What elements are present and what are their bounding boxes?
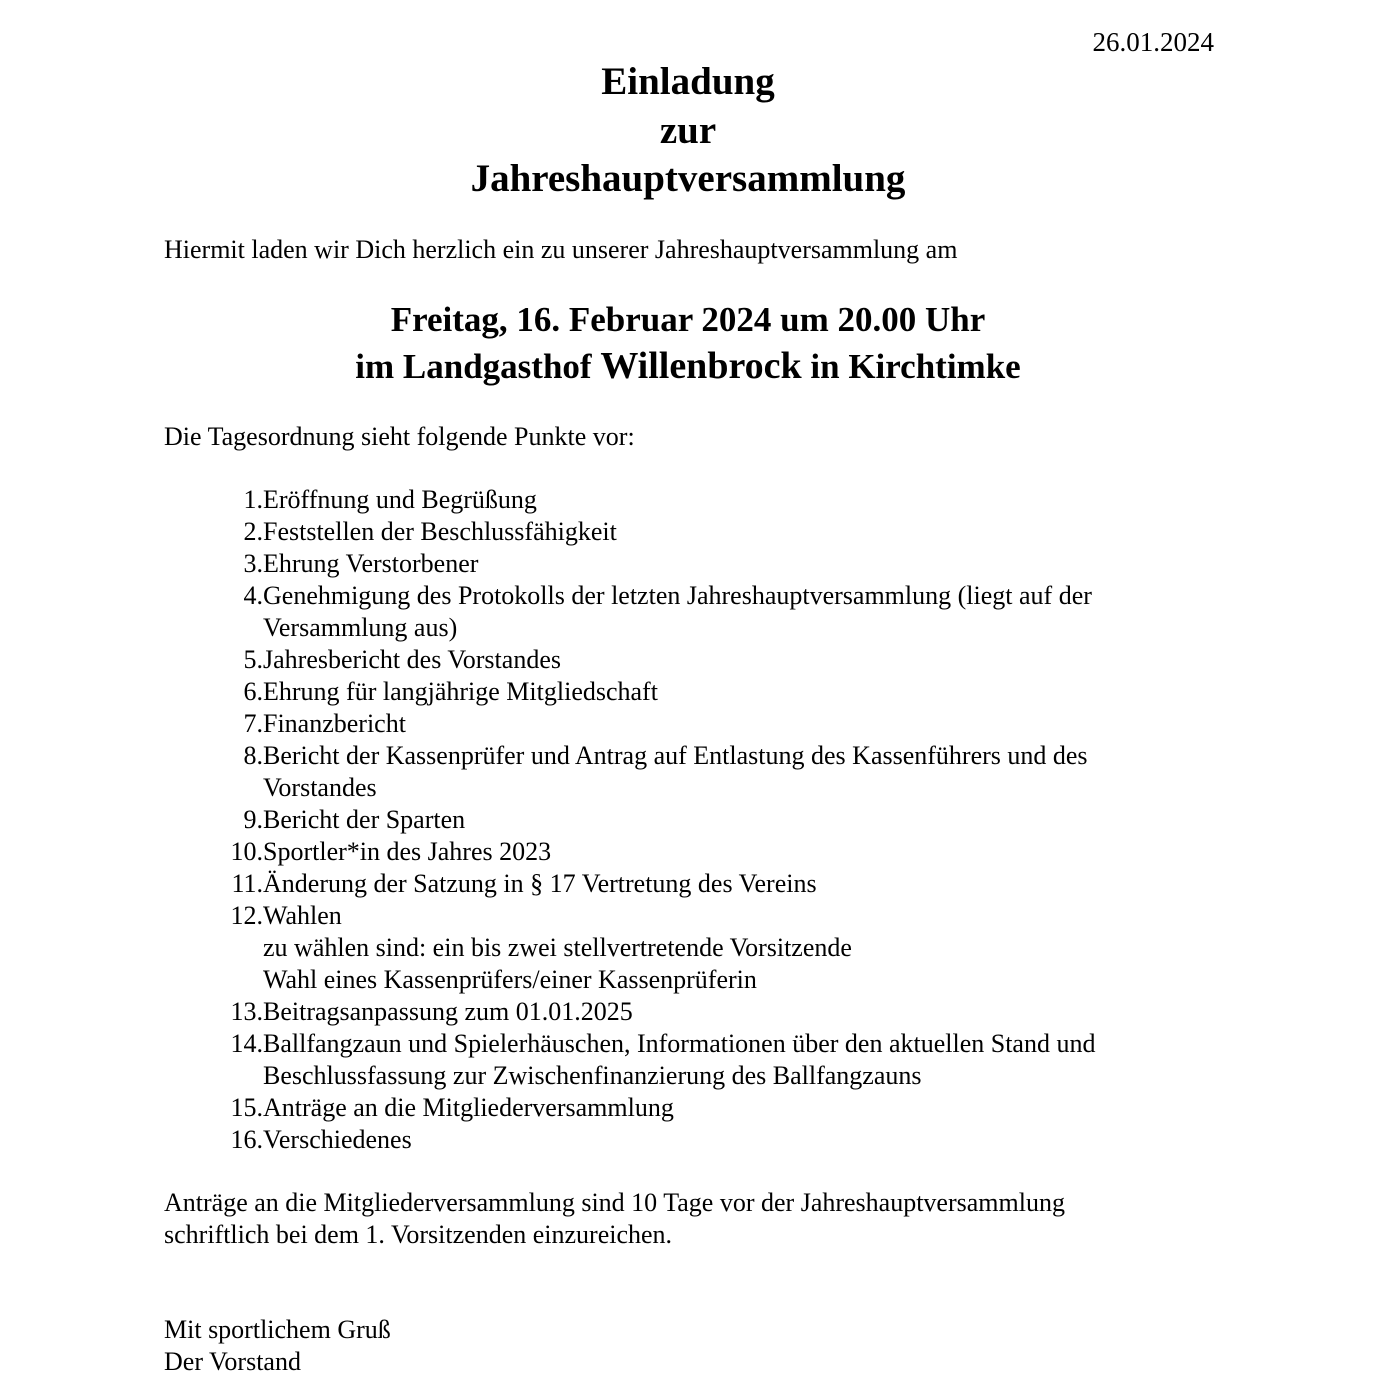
agenda-item <box>210 644 1170 676</box>
agenda-item <box>210 708 1170 740</box>
agenda-item-line: Versammlung aus) <box>263 613 458 642</box>
agenda-item-number: 15. <box>230 1093 263 1122</box>
agenda-item-text <box>263 676 1170 708</box>
agenda-item-text <box>263 836 1170 868</box>
agenda-item-text <box>263 708 1170 740</box>
agenda-item-line: Änderung der Satzung in § 17 Vertretung des Vereins <box>263 869 817 898</box>
greeting-line-1: Mit sportlichem Gruß <box>164 1315 391 1344</box>
agenda-item-number: 2. <box>243 517 263 546</box>
agenda-item-line: Bericht der Kassenprüfer und Antrag auf Entlastung des Kassenführers und des <box>263 741 1088 770</box>
agenda-item-text <box>263 548 1170 580</box>
document-title <box>0 58 1376 204</box>
event-location-prefix: im Landgasthof <box>355 347 601 386</box>
event-location <box>0 343 1376 390</box>
closing-line-1: Anträge an die Mitgliederversammlung sind 10 Tage vor der Jahreshauptversammlung <box>164 1188 1065 1217</box>
agenda-item <box>210 1028 1170 1092</box>
agenda-item-text <box>263 1028 1170 1092</box>
agenda-item-line: Feststellen der Beschlussfähigkeit <box>263 517 617 546</box>
agenda-item <box>210 1092 1170 1124</box>
agenda-item-text <box>263 740 1170 804</box>
agenda-item-text <box>263 868 1170 900</box>
agenda-item-line: Finanzbericht <box>263 709 406 738</box>
agenda-item <box>210 516 1170 548</box>
agenda-item-line: Ehrung Verstorbener <box>263 549 479 578</box>
agenda-item-line: Vorstandes <box>263 773 377 802</box>
agenda-item-line: Anträge an die Mitgliederversammlung <box>263 1093 674 1122</box>
agenda-item-text <box>263 644 1170 676</box>
agenda-item <box>210 836 1170 868</box>
agenda-item-number: 14. <box>230 1029 263 1058</box>
agenda-item <box>210 484 1170 516</box>
closing-note <box>164 1187 1065 1251</box>
agenda-item-text <box>263 900 1170 996</box>
agenda-item-line: Sportler*in des Jahres 2023 <box>263 837 552 866</box>
agenda-item-text <box>263 484 1170 516</box>
agenda-intro: Die Tagesordnung sieht folgende Punkte vor: <box>164 422 635 451</box>
agenda-item-line: Bericht der Sparten <box>263 805 466 834</box>
greeting <box>164 1314 391 1378</box>
agenda-item-number: 3. <box>243 549 263 578</box>
agenda-item-line: Ballfangzaun und Spielerhäuschen, Informationen über den aktuellen Stand und <box>263 1029 1096 1058</box>
agenda-item-text <box>263 1092 1170 1124</box>
closing-line-2: schriftlich bei dem 1. Vorsitzenden einzureichen. <box>164 1220 673 1249</box>
agenda-item-line: Verschiedenes <box>263 1125 412 1154</box>
agenda-item-text <box>263 804 1170 836</box>
agenda-item-number: 1. <box>243 485 263 514</box>
event-date-time: Freitag, 16. Februar 2024 um 20.00 Uhr <box>390 300 986 339</box>
agenda-item-number: 13. <box>230 997 263 1026</box>
title-line-1: Einladung <box>601 60 775 103</box>
agenda-item <box>210 676 1170 708</box>
agenda-item-line: Wahl eines Kassenprüfers/einer Kassenprüferin <box>263 965 757 994</box>
agenda-item-number: 9. <box>243 805 263 834</box>
agenda-item <box>210 868 1170 900</box>
agenda-item-line: Ehrung für langjährige Mitgliedschaft <box>263 677 658 706</box>
agenda-item-text <box>263 516 1170 548</box>
agenda-item-number: 6. <box>243 677 263 706</box>
agenda-item-line: Genehmigung des Protokolls der letzten Jahreshauptversammlung (liegt auf der <box>263 581 1092 610</box>
agenda-item <box>210 996 1170 1028</box>
agenda-item <box>210 580 1170 644</box>
agenda-item-text <box>263 580 1170 644</box>
agenda-item <box>210 1124 1170 1156</box>
agenda-item-number: 11. <box>231 869 263 898</box>
agenda-item-line: zu wählen sind: ein bis zwei stellvertretende Vorsitzende <box>263 933 852 962</box>
agenda-list <box>210 484 1170 1156</box>
agenda-item-number: 12. <box>230 901 263 930</box>
event-venue-name: Willenbrock <box>600 345 802 387</box>
agenda-item-number: 8. <box>243 741 263 770</box>
agenda-item <box>210 900 1170 996</box>
agenda-item-text <box>263 996 1170 1028</box>
document-date: 26.01.2024 <box>1092 27 1214 57</box>
event-details <box>0 297 1376 390</box>
agenda-item-line: Eröffnung und Begrüßung <box>263 485 537 514</box>
agenda-item-line: Wahlen <box>263 901 342 930</box>
agenda-item-number: 4. <box>243 581 263 610</box>
agenda-item-text <box>263 1124 1170 1156</box>
agenda-item-number: 16. <box>230 1125 263 1154</box>
greeting-line-2: Der Vorstand <box>164 1347 301 1376</box>
agenda-item-number: 7. <box>243 709 263 738</box>
title-line-2: zur <box>659 108 717 152</box>
agenda-item-number: 5. <box>243 645 263 674</box>
agenda-item-number: 10. <box>230 837 263 866</box>
event-location-suffix: in Kirchtimke <box>801 347 1021 386</box>
agenda-item <box>210 548 1170 580</box>
agenda-item <box>210 740 1170 804</box>
agenda-item <box>210 804 1170 836</box>
agenda-item-line: Jahresbericht des Vorstandes <box>263 645 561 674</box>
title-line-3: Jahreshauptversammlung <box>470 157 906 200</box>
agenda-item-line: Beschlussfassung zur Zwischenfinanzierung des Ballfangzauns <box>263 1061 922 1090</box>
intro-text: Hiermit laden wir Dich herzlich ein zu unserer Jahreshauptversammlung am <box>164 235 958 264</box>
agenda-item-line: Beitragsanpassung zum 01.01.2025 <box>263 997 633 1026</box>
